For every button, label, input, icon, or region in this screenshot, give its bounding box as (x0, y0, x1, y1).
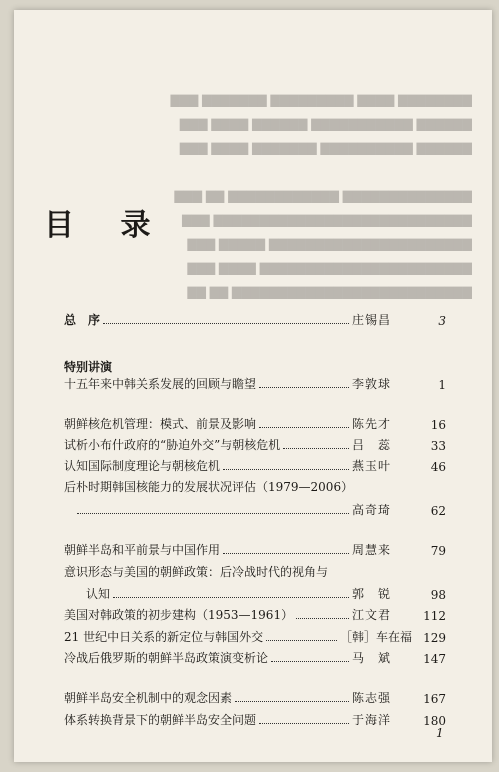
entry-author: 马 斌 (352, 651, 392, 665)
entry-page: 16 (430, 418, 446, 432)
entry-author: 陈先才 (352, 417, 392, 431)
entry-title: 朝鲜半岛和平前景与中国作用 (64, 543, 221, 557)
entry-page: 3 (438, 314, 446, 328)
leader-dots (266, 640, 337, 641)
entry-author: 郭 锐 (352, 587, 392, 601)
entry-title: 试析小布什政府的“胁迫外交”与朝核危机 (64, 438, 281, 452)
section-heading: 特别讲演 (64, 360, 113, 374)
entry-page: 62 (430, 504, 446, 518)
toc-entry-preface[interactable] (64, 310, 446, 328)
leader-dots (223, 469, 349, 470)
entry-author: 燕玉叶 (352, 459, 392, 473)
entry-page: 98 (430, 588, 446, 602)
entry-title: 认知 (86, 587, 111, 601)
entry-title: 朝鲜半岛安全机制中的观念因素 (64, 691, 233, 705)
toc-entry[interactable] (64, 435, 446, 453)
toc-entry-continued[interactable] (86, 584, 446, 602)
bleed-through-text: ▇▇▇▇▇▇▇▇ ▇▇▇▇ ▇▇▇▇▇▇▇▇▇ ▇▇▇▇▇▇▇ ▇▇▇ ▇▇▇▇▇▇ ▇▇▇▇▇▇▇▇▇▇▇ ▇▇▇▇▇▇ ▇▇▇▇ ▇▇▇ ▇▇▇▇▇▇ ▇▇▇▇▇▇▇▇▇▇ ▇▇▇▇▇▇▇ ▇▇▇▇ ▇▇▇ ▇▇▇▇▇▇▇▇▇▇▇▇▇▇ ▇▇▇▇▇▇▇▇▇▇▇▇ ▇▇ ▇▇▇ ▇▇▇▇▇▇▇▇▇▇▇▇▇▇▇▇▇▇▇▇▇▇▇▇▇▇▇▇ ▇▇▇ ▇▇▇▇▇▇▇▇▇▇▇▇▇▇▇▇▇▇▇▇▇▇ ▇▇▇▇▇ ▇▇▇ ▇▇▇▇▇▇▇▇▇▇▇▇▇▇▇▇▇▇▇▇▇▇▇ ▇▇▇▇ ▇▇▇ ▇▇▇▇▇▇▇▇▇▇▇▇▇▇▇▇▇▇▇▇▇▇▇▇▇▇ ▇▇ ▇▇ (170, 93, 472, 299)
leader-dots (259, 427, 349, 428)
entry-page: 79 (430, 544, 446, 558)
entry-title: 21 世纪中日关系的新定位与韩国外交 (64, 630, 264, 644)
toc-entry[interactable] (64, 605, 446, 623)
toc-entry[interactable] (64, 688, 446, 706)
entry-title: 十五年来中韩关系发展的回顾与瞻望 (64, 377, 257, 391)
entry-page: 167 (423, 692, 446, 706)
entry-title: 体系转换背景下的朝鲜半岛安全问题 (64, 713, 257, 727)
entry-author: 吕 蕊 (352, 438, 392, 452)
toc-entry[interactable] (64, 456, 446, 474)
entry-author: 陈志强 (352, 691, 392, 705)
entry-author: 江文君 (352, 608, 392, 622)
entry-title: 朝鲜核危机管理：模式、前景及影响 (64, 417, 257, 431)
entry-author: 于海洋 (352, 713, 392, 727)
entry-author: 庄锡昌 (352, 313, 392, 327)
entry-author: 李敦球 (352, 377, 392, 391)
toc-entry-continued[interactable] (74, 500, 446, 518)
leader-dots (259, 723, 349, 724)
leader-dots (283, 448, 349, 449)
entry-page: 180 (423, 714, 446, 728)
entry-title: 意识形态与美国的朝鲜政策：后冷战时代的视角与 (64, 565, 329, 579)
entry-title: 美国对韩政策的初步建构（1953—1961） (64, 608, 294, 622)
leader-dots (235, 701, 349, 702)
entry-page: 147 (423, 652, 446, 666)
toc-entry[interactable] (64, 562, 446, 580)
entry-page: 46 (430, 460, 446, 474)
leader-dots (259, 387, 349, 388)
entry-author: ［韩］车在福 (340, 630, 413, 644)
entry-page: 1 (438, 378, 446, 392)
page-title: 目 录 (44, 208, 169, 243)
page-number: 1 (436, 726, 444, 740)
entry-page: 112 (423, 609, 446, 623)
entry-title: 认知国际制度理论与朝核危机 (64, 459, 221, 473)
toc-entry[interactable] (64, 710, 446, 728)
toc-entry[interactable] (64, 540, 446, 558)
entry-title: 总 序 (64, 313, 101, 327)
leader-dots (296, 618, 349, 619)
entry-title: 后朴时期韩国核能力的发展状况评估（1979—2006） (64, 480, 354, 494)
leader-dots (103, 323, 349, 324)
entry-author: 高奇琦 (352, 503, 392, 517)
leader-dots (223, 553, 349, 554)
entry-page: 129 (423, 631, 446, 645)
toc-entry[interactable] (64, 477, 446, 495)
leader-dots (77, 513, 349, 514)
leader-dots (113, 597, 349, 598)
entry-author: 周慧来 (352, 543, 392, 557)
toc-entry[interactable] (64, 414, 446, 432)
entry-page: 33 (430, 439, 446, 453)
leader-dots (271, 661, 349, 662)
book-page (14, 10, 492, 762)
toc-entry[interactable] (64, 627, 446, 645)
toc-entry[interactable] (64, 648, 446, 666)
entry-title: 冷战后俄罗斯的朝鲜半岛政策演变析论 (64, 651, 269, 665)
toc-entry[interactable] (64, 374, 446, 392)
